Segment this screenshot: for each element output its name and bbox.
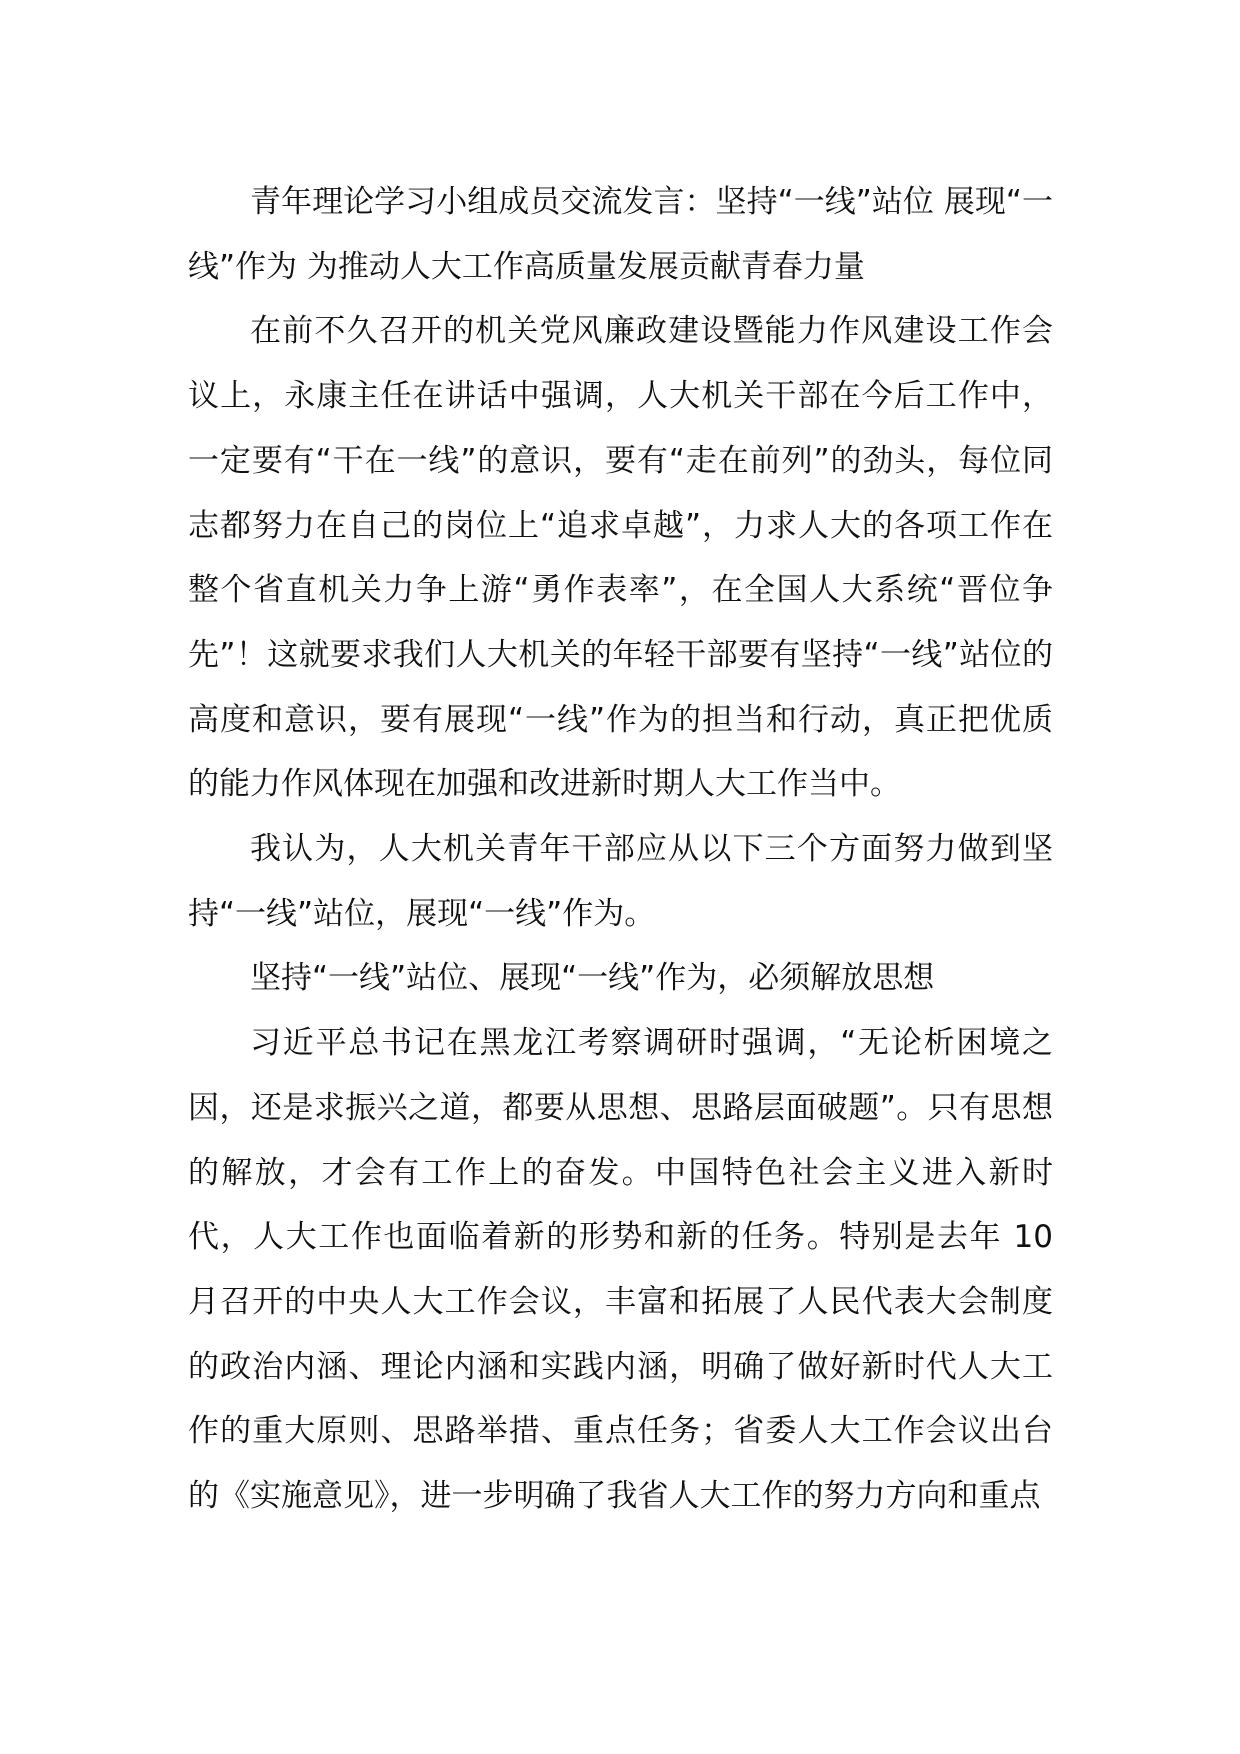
document-body: [188, 170, 1053, 1529]
paragraph: 习近平总书记在黑龙江考察调研时强调，“无论析困境之因，还是求振兴之道，都要从思想、思路层面破题”。只有思想的解放，才会有工作上的奋发。中国特色社会主义进入新时代，人大工作也面临着新的形势和新的任务。特别是去年 10 月召开的中央人大工作会议，丰富和拓展了人民代表大会制度的政治内涵、理论内涵和实践内涵，明确了做好新时代人大工作的重大原则、思路举措、重点任务；省委人大工作会议出台的《实施意见》，进一步明确了我省人大工作的努力方向和重点: [188, 1025, 1053, 1515]
section-heading: 坚持“一线”站位、展现“一线”作为，必须解放思想: [250, 960, 935, 997]
paragraph: 我认为，人大机关青年干部应从以下三个方面努力做到坚持“一线”站位，展现“一线”作为。: [188, 831, 1053, 932]
document-title: 青年理论学习小组成员交流发言：坚持“一线”站位 展现“一线”作为 为推动人大工作高质量发展贡献青春力量: [188, 184, 1053, 285]
paragraph: 在前不久召开的机关党风廉政建设暨能力作风建设工作会议上，永康主任在讲话中强调，人大机关干部在今后工作中，一定要有“干在一线”的意识，要有“走在前列”的劲头，每位同志都努力在自己的岗位上“追求卓越”，力求人大的各项工作在整个省直机关力争上游“勇作表率”，在全国人大系统“晋位争先”！这就要求我们人大机关的年轻干部要有坚持“一线”站位的高度和意识，要有展现“一线”作为的担当和行动，真正把优质的能力作风体现在加强和改进新时期人大工作当中。: [188, 313, 1053, 803]
